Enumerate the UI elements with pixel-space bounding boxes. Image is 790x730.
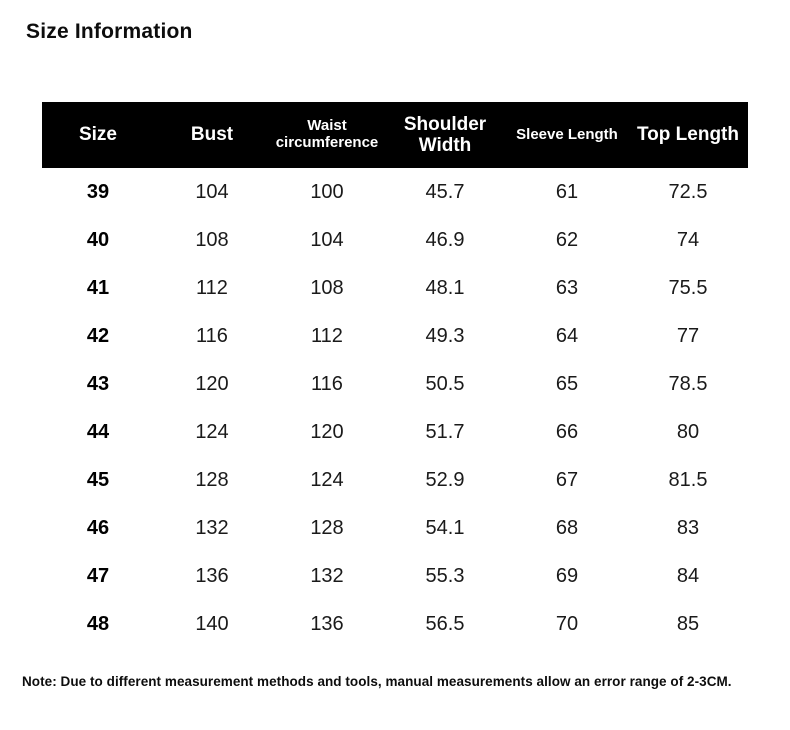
cell-bust: 108 <box>195 228 229 251</box>
cell-size: 42 <box>86 324 110 347</box>
cell-top-length: 84 <box>676 564 700 587</box>
cell-waist: 128 <box>310 516 344 539</box>
table-body <box>42 168 748 648</box>
cell-top-length: 85 <box>676 612 700 635</box>
cell-sleeve-length: 67 <box>555 468 579 491</box>
size-table-container <box>42 102 748 648</box>
cell-size: 39 <box>86 180 110 203</box>
cell-size: 44 <box>86 420 110 443</box>
column-header-shoulder-width: Shoulder Width <box>403 113 487 156</box>
table-row <box>42 456 748 504</box>
cell-sleeve-length: 70 <box>555 612 579 635</box>
cell-waist: 100 <box>310 180 344 203</box>
cell-bust: 104 <box>195 180 229 203</box>
cell-bust: 120 <box>195 372 229 395</box>
cell-size: 43 <box>86 372 110 395</box>
cell-size: 45 <box>86 468 110 491</box>
table-row <box>42 408 748 456</box>
cell-shoulder-width: 49.3 <box>425 324 465 347</box>
cell-size: 41 <box>86 276 110 299</box>
cell-waist: 104 <box>310 228 344 251</box>
table-row <box>42 312 748 360</box>
cell-bust: 124 <box>195 420 229 443</box>
column-header-top-length: Top Length <box>636 124 739 146</box>
cell-top-length: 78.5 <box>668 372 708 395</box>
cell-shoulder-width: 55.3 <box>425 564 465 587</box>
cell-shoulder-width: 56.5 <box>425 612 465 635</box>
cell-sleeve-length: 62 <box>555 228 579 251</box>
cell-bust: 128 <box>195 468 229 491</box>
cell-waist: 124 <box>310 468 344 491</box>
cell-waist: 112 <box>311 324 343 347</box>
cell-bust: 132 <box>195 516 229 539</box>
table-row <box>42 168 748 216</box>
cell-waist: 136 <box>310 612 344 635</box>
table-row <box>42 552 748 600</box>
cell-shoulder-width: 46.9 <box>425 228 465 251</box>
cell-waist: 120 <box>310 420 344 443</box>
cell-shoulder-width: 54.1 <box>425 516 465 539</box>
cell-waist: 132 <box>310 564 344 587</box>
cell-sleeve-length: 69 <box>555 564 579 587</box>
cell-size: 48 <box>86 612 110 635</box>
column-header-waist-circumference: Waist circumference <box>275 117 379 151</box>
cell-top-length: 83 <box>676 516 700 539</box>
cell-top-length: 81.5 <box>668 468 708 491</box>
cell-shoulder-width: 45.7 <box>425 180 465 203</box>
size-table <box>42 102 748 648</box>
cell-size: 46 <box>86 516 110 539</box>
cell-shoulder-width: 48.1 <box>425 276 465 299</box>
cell-shoulder-width: 50.5 <box>425 372 465 395</box>
cell-sleeve-length: 63 <box>555 276 579 299</box>
cell-shoulder-width: 52.9 <box>425 468 465 491</box>
cell-size: 40 <box>86 228 110 251</box>
cell-top-length: 77 <box>676 324 700 347</box>
table-header <box>42 102 748 168</box>
table-row <box>42 216 748 264</box>
cell-top-length: 72.5 <box>668 180 708 203</box>
cell-bust: 112 <box>196 276 228 299</box>
cell-sleeve-length: 64 <box>555 324 579 347</box>
cell-bust: 136 <box>195 564 229 587</box>
cell-top-length: 74 <box>676 228 700 251</box>
cell-sleeve-length: 68 <box>555 516 579 539</box>
column-header-bust: Bust <box>190 124 234 146</box>
page-title: Size Information <box>26 20 193 43</box>
cell-waist: 116 <box>311 372 343 395</box>
cell-sleeve-length: 61 <box>555 180 579 203</box>
column-header-sleeve-length: Sleeve Length <box>516 125 618 143</box>
measurement-note: Note: Due to different measurement methods and tools, manual measurements allow an error range of 2-3CM. <box>22 674 732 689</box>
cell-bust: 116 <box>196 324 228 347</box>
cell-sleeve-length: 66 <box>555 420 579 443</box>
cell-top-length: 75.5 <box>668 276 708 299</box>
cell-waist: 108 <box>310 276 344 299</box>
cell-shoulder-width: 51.7 <box>425 420 465 443</box>
cell-sleeve-length: 65 <box>555 372 579 395</box>
table-row <box>42 264 748 312</box>
table-row <box>42 504 748 552</box>
table-row <box>42 360 748 408</box>
table-header-row <box>42 102 748 168</box>
cell-bust: 140 <box>195 612 229 635</box>
cell-size: 47 <box>86 564 110 587</box>
cell-top-length: 80 <box>676 420 700 443</box>
column-header-size: Size <box>78 124 118 146</box>
table-row <box>42 600 748 648</box>
